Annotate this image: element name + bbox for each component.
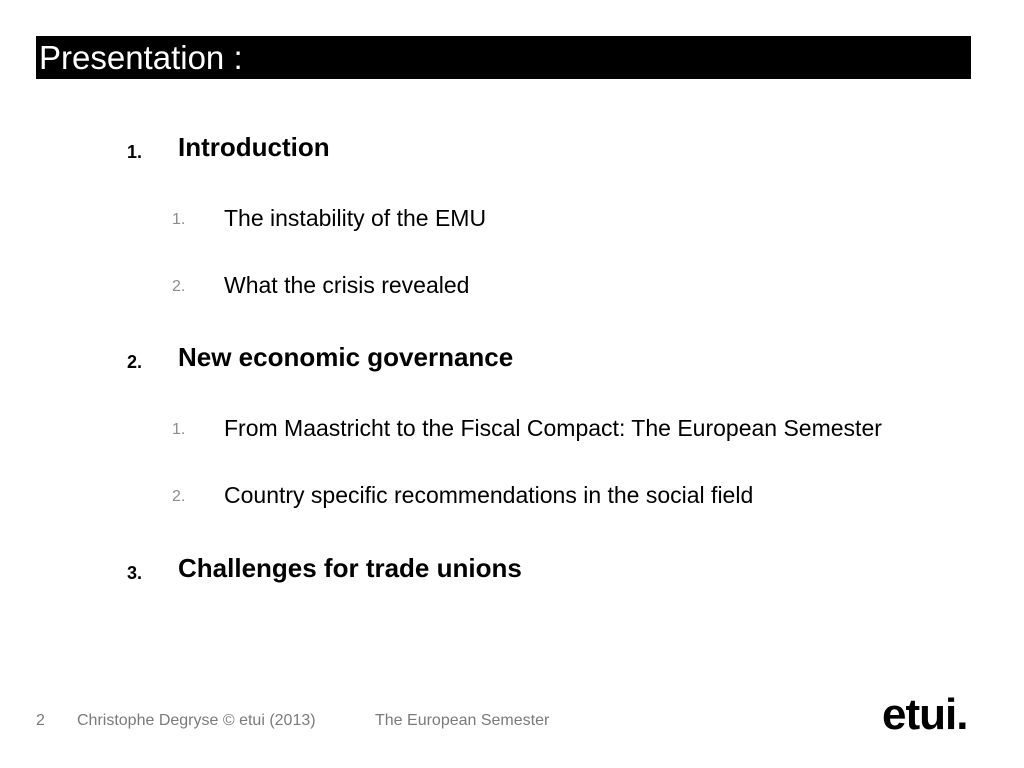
outline-subnumber: 2. [172, 278, 186, 295]
outline-number: 2. [127, 352, 143, 372]
outline-label: New economic governance [178, 342, 514, 372]
outline-label: Introduction [178, 132, 330, 162]
etui-logo: etui. [882, 690, 968, 739]
footer-topic: The European Semester [375, 712, 550, 729]
outline-subnumber: 1. [172, 421, 186, 438]
page-number: 2 [36, 712, 45, 729]
outline-sublabel: Country specific recommendations in the social field [224, 482, 754, 508]
outline-sublabel: From Maastricht to the Fiscal Compact: The European Semester [224, 415, 882, 441]
footer-author: Christophe Degryse © etui (2013) [77, 712, 316, 729]
outline-label: Challenges for trade unions [178, 553, 522, 583]
outline-number: 3. [127, 563, 143, 583]
slide-title: Presentation : [36, 36, 971, 79]
outline-sublabel: The instability of the EMU [224, 205, 487, 231]
outline-sublabel: What the crisis revealed [224, 272, 470, 298]
outline-number: 1. [127, 142, 143, 162]
outline-subnumber: 2. [172, 488, 186, 505]
outline-subnumber: 1. [172, 211, 186, 228]
